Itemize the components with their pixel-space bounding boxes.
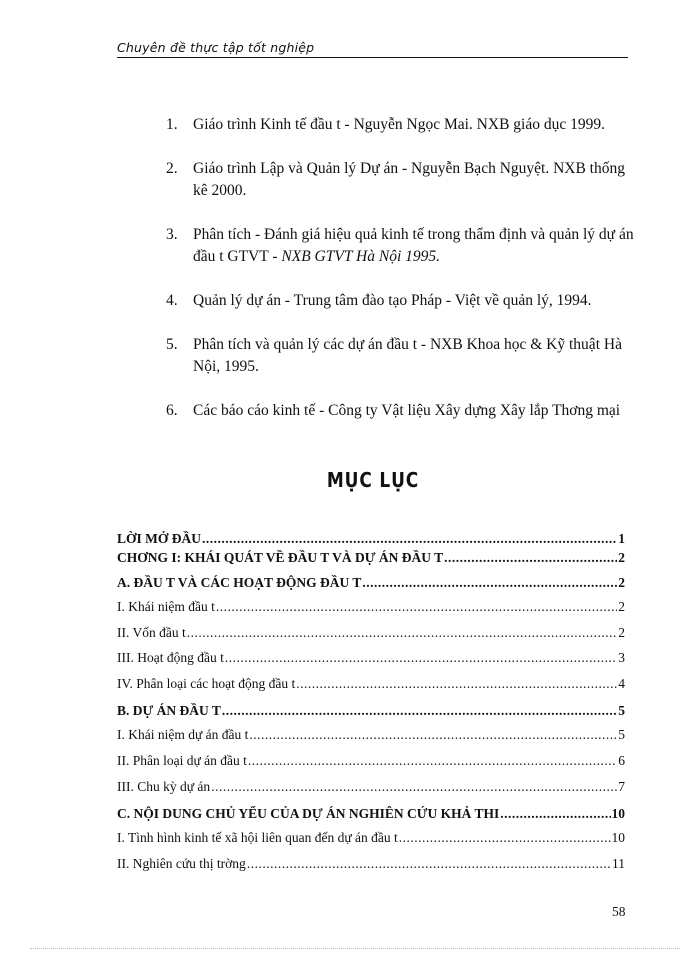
toc-leader-dots: [399, 830, 611, 846]
toc-entry-label: A. ĐẦU T VÀ CÁC HOẠT ĐỘNG ĐẦU T: [117, 575, 362, 590]
footer-rule: [30, 948, 680, 949]
toc-leader-dots: [225, 650, 617, 666]
toc-entry[interactable]: [117, 676, 625, 692]
toc-entry[interactable]: [117, 575, 625, 591]
toc-entry-label: II. Vốn đầu t: [117, 625, 186, 640]
reference-item: [166, 224, 636, 268]
toc-entry-page: 3: [618, 650, 625, 665]
toc-entry[interactable]: [117, 830, 625, 846]
toc-entry[interactable]: [117, 550, 625, 566]
toc-entry[interactable]: [117, 753, 625, 769]
toc-entry-label: CHƠNG I: KHÁI QUÁT VỀ ĐẦU T VÀ DỰ ÁN ĐẦU T: [117, 550, 444, 565]
toc-entry-label: I. Khái niệm dự án đầu t: [117, 727, 249, 742]
toc-entry-label: C. NỘI DUNG CHỦ YẾU CỦA DỰ ÁN NGHIÊN CỨU KHẢ THI: [117, 806, 500, 821]
toc-title: MỤC LỤC: [326, 468, 420, 492]
toc-entry-page: 5: [618, 703, 625, 718]
toc-leader-dots: [247, 856, 611, 872]
reference-text: Giáo trình Lập và Quản lý Dự án - Nguyễn Bạch Nguyệt. NXB thống kê 2000.: [193, 160, 625, 199]
page-number: 58: [612, 904, 626, 919]
running-header: Chuyên đề thực tập tốt nghiệp: [117, 40, 315, 55]
reference-text: Phân tích và quản lý các dự án đầu t - NXB Khoa học & Kỹ thuật Hà Nội, 1995.: [193, 336, 622, 375]
reference-number: 2.: [166, 160, 178, 177]
toc-leader-dots: [216, 599, 617, 615]
toc-entry-label: III. Hoạt động đầu t: [117, 650, 224, 665]
reference-item: [166, 158, 636, 202]
toc-entry-label: III. Chu kỳ dự án: [117, 779, 211, 794]
reference-text: Các báo cáo kinh tế - Công ty Vật liệu Xây dựng Xây lắp Thơng mại: [193, 402, 621, 419]
toc-leader-dots: [362, 575, 617, 591]
toc-leader-dots: [211, 779, 617, 795]
toc-entry[interactable]: [117, 703, 625, 719]
toc-entry[interactable]: [117, 625, 625, 641]
toc-leader-dots: [202, 531, 617, 547]
reference-number: 1.: [166, 116, 178, 133]
toc-leader-dots: [500, 806, 610, 822]
toc-entry[interactable]: [117, 727, 625, 743]
toc-entry-label: LỜI MỞ ĐẦU: [117, 531, 201, 546]
toc-leader-dots: [249, 727, 617, 743]
toc-leader-dots: [296, 676, 617, 692]
toc-leader-dots: [222, 703, 617, 719]
toc-entry-label: I. Khái niệm đầu t: [117, 599, 215, 614]
toc-entry-label: IV. Phân loại các hoạt động đầu t: [117, 676, 296, 691]
toc-entry[interactable]: [117, 650, 625, 666]
reference-number: 4.: [166, 292, 178, 309]
toc-entry[interactable]: [117, 599, 625, 615]
toc-leader-dots: [248, 753, 617, 769]
toc-entry-page: 11: [612, 856, 625, 871]
toc-entry[interactable]: [117, 779, 625, 795]
reference-item: [166, 400, 636, 422]
toc-entry-page: 4: [618, 676, 625, 691]
toc-leader-dots: [187, 625, 618, 641]
toc-entry-label: II. Nghiên cứu thị trờng: [117, 856, 246, 871]
toc-entry-page: 2: [618, 625, 625, 640]
reference-publisher: NXB GTVT Hà Nội 1995.: [281, 248, 441, 265]
toc-entry-label: II. Phân loại dự án đầu t: [117, 753, 247, 768]
toc-entry-page: 7: [618, 779, 625, 794]
reference-item: [166, 290, 636, 312]
toc-entry-label: B. DỰ ÁN ĐẦU T: [117, 703, 221, 718]
toc-entry[interactable]: [117, 806, 625, 822]
header-rule: [117, 57, 628, 58]
reference-text: Giáo trình Kinh tế đầu t - Nguyễn Ngọc Mai. NXB giáo dục 1999.: [193, 116, 605, 133]
reference-number: 5.: [166, 336, 178, 353]
toc-entry-page: 2: [618, 599, 625, 614]
toc-entry-page: 5: [618, 727, 625, 742]
reference-item: [166, 114, 636, 136]
reference-text: Phân tích - Đánh giá hiệu quả kinh tế trong thẩm định và quản lý dự án đầu t GTVT -: [193, 226, 634, 265]
toc-entry[interactable]: [117, 531, 625, 547]
toc-entry-label: I. Tình hình kinh tế xã hội liên quan đến dự án đầu t: [117, 830, 398, 845]
reference-item: [166, 334, 636, 378]
toc-entry-page: 10: [611, 830, 625, 845]
toc-entry-page: 1: [618, 531, 625, 546]
toc-entry-page: 6: [618, 753, 625, 768]
toc-entry-page: 10: [611, 806, 625, 821]
toc-leader-dots: [444, 550, 617, 566]
reference-number: 3.: [166, 226, 178, 243]
toc-entry-page: 2: [618, 575, 625, 590]
reference-list: [166, 114, 636, 444]
toc-entry-page: 2: [618, 550, 625, 565]
reference-number: 6.: [166, 402, 178, 419]
toc-entry[interactable]: [117, 856, 625, 872]
reference-text: Quản lý dự án - Trung tâm đào tạo Pháp - Việt về quản lý, 1994.: [193, 292, 592, 309]
